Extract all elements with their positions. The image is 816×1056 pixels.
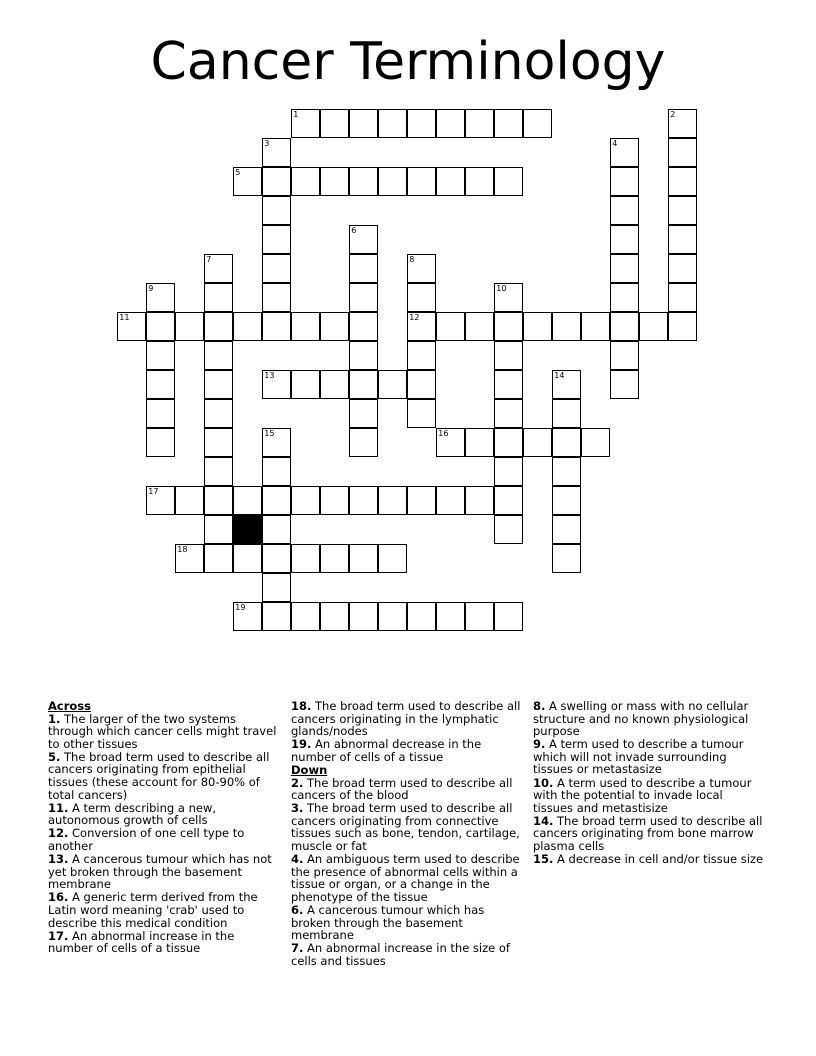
grid-cell[interactable]: [320, 370, 349, 399]
grid-cell[interactable]: [262, 544, 291, 573]
grid-cell[interactable]: [465, 109, 494, 138]
clue-item-number: 12.: [48, 826, 69, 841]
grid-cell[interactable]: [610, 167, 639, 196]
grid-cell[interactable]: [349, 341, 378, 370]
grid-cell[interactable]: [349, 225, 378, 254]
clue-number: 17: [148, 487, 159, 497]
grid-cell[interactable]: [378, 109, 407, 138]
grid-cell[interactable]: [349, 399, 378, 428]
grid-cell[interactable]: [407, 312, 436, 341]
clue-number: 5: [235, 168, 241, 178]
grid-cell[interactable]: [349, 312, 378, 341]
clue-number: 19: [235, 603, 246, 613]
grid-cell[interactable]: [610, 312, 639, 341]
grid-cell[interactable]: [117, 312, 146, 341]
grid-cell[interactable]: [262, 254, 291, 283]
grid-cell[interactable]: [262, 283, 291, 312]
grid-cell[interactable]: [146, 486, 175, 515]
grid-cell[interactable]: [349, 167, 378, 196]
grid-cell[interactable]: [146, 428, 175, 457]
clue-item-text: A term used to describe a tumour which will not invade surrounding tissues or metastasize: [533, 737, 744, 777]
grid-cell[interactable]: [262, 457, 291, 486]
grid-cell[interactable]: [233, 167, 262, 196]
grid-cell[interactable]: [407, 167, 436, 196]
grid-cell[interactable]: [320, 312, 349, 341]
clue-item-text: The broad term used to describe all cancers originating from bone marrow plasma cells: [533, 813, 763, 854]
clue-number: 18: [177, 545, 188, 555]
grid-cell[interactable]: [407, 486, 436, 515]
grid-cell[interactable]: [175, 486, 204, 515]
clue-item-number: 4.: [291, 852, 304, 867]
grid-cell[interactable]: [233, 544, 262, 573]
clue-item: [48, 713, 280, 751]
clue-item: [533, 777, 765, 815]
grid-cell[interactable]: [204, 341, 233, 370]
grid-cell[interactable]: [407, 254, 436, 283]
clue-item: [48, 827, 280, 852]
grid-cell[interactable]: [552, 457, 581, 486]
clue-item-number: 14.: [533, 813, 554, 828]
grid-cell[interactable]: [233, 602, 262, 631]
clue-item-number: 9.: [533, 737, 546, 752]
clue-number: 13: [264, 371, 275, 381]
clue-item-text: An ambiguous term used to describe the presence of abnormal cells within a tissue or organ, or a change in the phenotype of the tissue: [291, 852, 520, 904]
grid-cell[interactable]: [465, 428, 494, 457]
grid-cell[interactable]: [494, 370, 523, 399]
grid-cell[interactable]: [349, 283, 378, 312]
grid-cell[interactable]: [610, 341, 639, 370]
clue-item: [48, 891, 280, 929]
clue-item-number: 13.: [48, 852, 69, 867]
clue-number: 1: [293, 110, 299, 120]
grid-cell[interactable]: [552, 370, 581, 399]
grid-cell[interactable]: [494, 312, 523, 341]
grid-cell[interactable]: [378, 486, 407, 515]
grid-cell[interactable]: [552, 399, 581, 428]
page-title: Cancer Terminology: [150, 32, 666, 92]
clue-item-number: 5.: [48, 749, 61, 764]
grid-cell[interactable]: [407, 109, 436, 138]
grid-cell[interactable]: [436, 312, 465, 341]
grid-cell[interactable]: [523, 312, 552, 341]
clue-item-number: 3.: [291, 801, 304, 816]
grid-cell[interactable]: [204, 254, 233, 283]
grid-cell[interactable]: [465, 602, 494, 631]
clues-column-2: [291, 700, 523, 968]
clue-item-text: An abnormal increase in the number of cells of a tissue: [48, 928, 235, 956]
clue-item-number: 18.: [291, 699, 312, 713]
clue-item-text: A decrease in cell and/or tissue size: [553, 852, 764, 867]
clue-number: 11: [119, 313, 130, 323]
grid-cell[interactable]: [610, 138, 639, 167]
grid-cell[interactable]: [349, 486, 378, 515]
clue-number: 6: [351, 226, 357, 236]
clue-item-number: 15.: [533, 852, 554, 867]
grid-cell[interactable]: [291, 602, 320, 631]
clue-item-number: 11.: [48, 800, 69, 815]
grid-cell[interactable]: [262, 515, 291, 544]
grid-cell[interactable]: [320, 544, 349, 573]
grid-cell[interactable]: [291, 109, 320, 138]
grid-cell[interactable]: [204, 312, 233, 341]
clue-number: 16: [438, 429, 449, 439]
clue-number: 8: [409, 255, 415, 265]
grid-cell[interactable]: [262, 167, 291, 196]
grid-cell[interactable]: [668, 109, 697, 138]
grid-cell[interactable]: [349, 254, 378, 283]
clue-item-number: 10.: [533, 775, 554, 790]
grid-cell[interactable]: [494, 341, 523, 370]
clue-item-text: An abnormal increase in the size of cells and tissues: [291, 941, 510, 968]
grid-cell[interactable]: [668, 196, 697, 225]
across-clue-list-continued: [291, 700, 523, 763]
grid-cell[interactable]: [407, 341, 436, 370]
grid-cell[interactable]: [291, 167, 320, 196]
grid-cell[interactable]: [204, 428, 233, 457]
grid-cell[interactable]: [610, 370, 639, 399]
clue-item-text: A generic term derived from the Latin word meaning 'crab' used to describe this medical condition: [48, 890, 258, 930]
clue-item-text: A term describing a new, autonomous growth of cells: [48, 800, 216, 828]
clue-item: [48, 802, 280, 827]
grid-cell[interactable]: [668, 138, 697, 167]
grid-cell[interactable]: [378, 370, 407, 399]
grid-cell[interactable]: [146, 283, 175, 312]
grid-cell[interactable]: [204, 399, 233, 428]
clue-item-text: The broad term used to describe all cancers originating from connective tissues such as bone, tendon, cartilage, muscle or fat: [291, 801, 520, 854]
clue-item: [291, 700, 523, 738]
clues-column-1: [48, 700, 280, 955]
grid-cell[interactable]: [349, 544, 378, 573]
down-clue-list-continued: [533, 700, 765, 866]
clue-item-text: The broad term used to describe all cancers originating in the lymphatic glands/nodes: [291, 699, 521, 739]
grid-cell[interactable]: [262, 312, 291, 341]
clue-item-text: The larger of the two systems through which cancer cells might travel to other tissues: [48, 711, 277, 751]
grid-cell[interactable]: [349, 428, 378, 457]
grid-cell[interactable]: [436, 486, 465, 515]
grid-cell[interactable]: [668, 254, 697, 283]
grid-cell[interactable]: [262, 196, 291, 225]
grid-cell[interactable]: [291, 544, 320, 573]
grid-cell[interactable]: [668, 312, 697, 341]
grid-cell[interactable]: [320, 486, 349, 515]
grid-cell[interactable]: [204, 544, 233, 573]
clue-item-text: A cancerous tumour which has broken through the basement membrane: [291, 903, 485, 943]
clue-item: [291, 802, 523, 852]
grid-cell[interactable]: [146, 399, 175, 428]
clue-item-text: A cancerous tumour which has not yet broken through the basement membrane: [48, 852, 272, 892]
grid-cell[interactable]: [320, 167, 349, 196]
grid-cell[interactable]: [436, 602, 465, 631]
clue-item: [48, 930, 280, 955]
grid-cell[interactable]: [407, 602, 436, 631]
clue-item: [533, 700, 765, 738]
clue-item: [533, 853, 765, 866]
clue-item-number: 16.: [48, 890, 69, 905]
grid-cell[interactable]: [407, 370, 436, 399]
clue-number: 12: [409, 313, 420, 323]
clue-item-text: The broad term used to describe all cancers originating from epithelial tissues (these account for 80-90% of total cancers): [48, 749, 270, 802]
grid-cell[interactable]: [552, 428, 581, 457]
grid-cell[interactable]: [146, 312, 175, 341]
grid-cell[interactable]: [262, 602, 291, 631]
grid-cell[interactable]: [494, 399, 523, 428]
grid-cell[interactable]: [436, 167, 465, 196]
grid-cell[interactable]: [465, 312, 494, 341]
grid-cell[interactable]: [494, 167, 523, 196]
grid-cell[interactable]: [494, 457, 523, 486]
grid-cell[interactable]: [378, 167, 407, 196]
grid-cell[interactable]: [291, 370, 320, 399]
grid-cell[interactable]: [436, 428, 465, 457]
clue-item-number: 6.: [291, 903, 304, 917]
clue-number: 10: [496, 284, 507, 294]
clue-item: [533, 815, 765, 853]
clue-item-text: Conversion of one cell type to another: [48, 826, 245, 854]
grid-cell[interactable]: [349, 109, 378, 138]
clue-item-number: 17.: [48, 928, 69, 943]
grid-cell[interactable]: [494, 602, 523, 631]
grid-cell[interactable]: [610, 254, 639, 283]
grid-cell[interactable]: [668, 225, 697, 254]
grid-cell[interactable]: [262, 428, 291, 457]
clue-item-number: 2.: [291, 775, 304, 790]
clue-item-text: The broad term used to describe all cancers of the blood: [291, 775, 513, 803]
grid-cell[interactable]: [465, 486, 494, 515]
clue-number: 15: [264, 429, 275, 439]
grid-cell[interactable]: [494, 486, 523, 515]
grid-cell[interactable]: [262, 573, 291, 602]
clue-number: 9: [148, 284, 154, 294]
grid-cell[interactable]: [552, 544, 581, 573]
down-heading: Down: [291, 762, 328, 777]
clue-item: [291, 942, 523, 967]
grid-cell[interactable]: [204, 486, 233, 515]
grid-cell[interactable]: [175, 544, 204, 573]
grid-cell[interactable]: [262, 225, 291, 254]
grid-cell[interactable]: [610, 196, 639, 225]
grid-cell[interactable]: [668, 167, 697, 196]
across-heading: Across: [48, 699, 91, 713]
grid-cell[interactable]: [349, 602, 378, 631]
grid-cell[interactable]: [320, 602, 349, 631]
grid-cell[interactable]: [262, 370, 291, 399]
grid-cell[interactable]: [349, 370, 378, 399]
black-square: [233, 515, 262, 544]
clue-item: [533, 738, 765, 776]
grid-cell[interactable]: [233, 486, 262, 515]
grid-cell[interactable]: [494, 283, 523, 312]
clue-item: [291, 853, 523, 903]
grid-cell[interactable]: [552, 486, 581, 515]
grid-cell[interactable]: [233, 312, 262, 341]
grid-cell[interactable]: [407, 399, 436, 428]
clues-column-3: [533, 700, 765, 866]
grid-cell[interactable]: [204, 515, 233, 544]
grid-cell[interactable]: [204, 283, 233, 312]
grid-cell[interactable]: [523, 428, 552, 457]
grid-cell[interactable]: [262, 486, 291, 515]
grid-cell[interactable]: [581, 428, 610, 457]
grid-cell[interactable]: [204, 370, 233, 399]
grid-cell[interactable]: [378, 602, 407, 631]
down-clue-list: [291, 777, 523, 968]
clue-number: 14: [554, 371, 565, 381]
clue-number: 7: [206, 255, 212, 265]
grid-cell[interactable]: [146, 370, 175, 399]
clue-number: 3: [264, 139, 270, 149]
clue-number: 4: [612, 139, 618, 149]
grid-cell[interactable]: [668, 283, 697, 312]
grid-cell[interactable]: [175, 312, 204, 341]
clue-item: [291, 777, 523, 802]
clue-item: [291, 738, 523, 763]
clue-number: 2: [670, 110, 676, 120]
clue-item-number: 19.: [291, 737, 312, 752]
grid-cell[interactable]: [494, 428, 523, 457]
grid-cell[interactable]: [465, 167, 494, 196]
grid-cell[interactable]: [610, 225, 639, 254]
clue-item-text: An abnormal decrease in the number of cells of a tissue: [291, 737, 482, 764]
clue-item-text: A swelling or mass with no cellular structure and no known physiological purpose: [533, 699, 749, 739]
clue-item-number: 7.: [291, 941, 304, 956]
grid-cell[interactable]: [204, 457, 233, 486]
grid-cell[interactable]: [291, 486, 320, 515]
grid-cell[interactable]: [146, 341, 175, 370]
grid-cell[interactable]: [436, 109, 465, 138]
across-clue-list: [48, 713, 280, 955]
grid-cell[interactable]: [552, 312, 581, 341]
grid-cell[interactable]: [552, 515, 581, 544]
grid-cell[interactable]: [320, 109, 349, 138]
grid-cell[interactable]: [610, 283, 639, 312]
grid-cell[interactable]: [523, 109, 552, 138]
grid-cell[interactable]: [407, 283, 436, 312]
clue-item: [48, 751, 280, 801]
grid-cell[interactable]: [262, 138, 291, 167]
clue-item: [48, 853, 280, 891]
grid-cell[interactable]: [291, 312, 320, 341]
grid-cell[interactable]: [494, 515, 523, 544]
clue-item-number: 1.: [48, 711, 61, 726]
clue-item: [291, 904, 523, 942]
grid-cell[interactable]: [581, 312, 610, 341]
clue-item-text: A term used to describe a tumour with the potential to invade local tissues and metastisize: [533, 775, 752, 815]
grid-cell[interactable]: [378, 544, 407, 573]
grid-cell[interactable]: [639, 312, 668, 341]
clue-item-number: 8.: [533, 699, 546, 713]
grid-cell[interactable]: [494, 109, 523, 138]
